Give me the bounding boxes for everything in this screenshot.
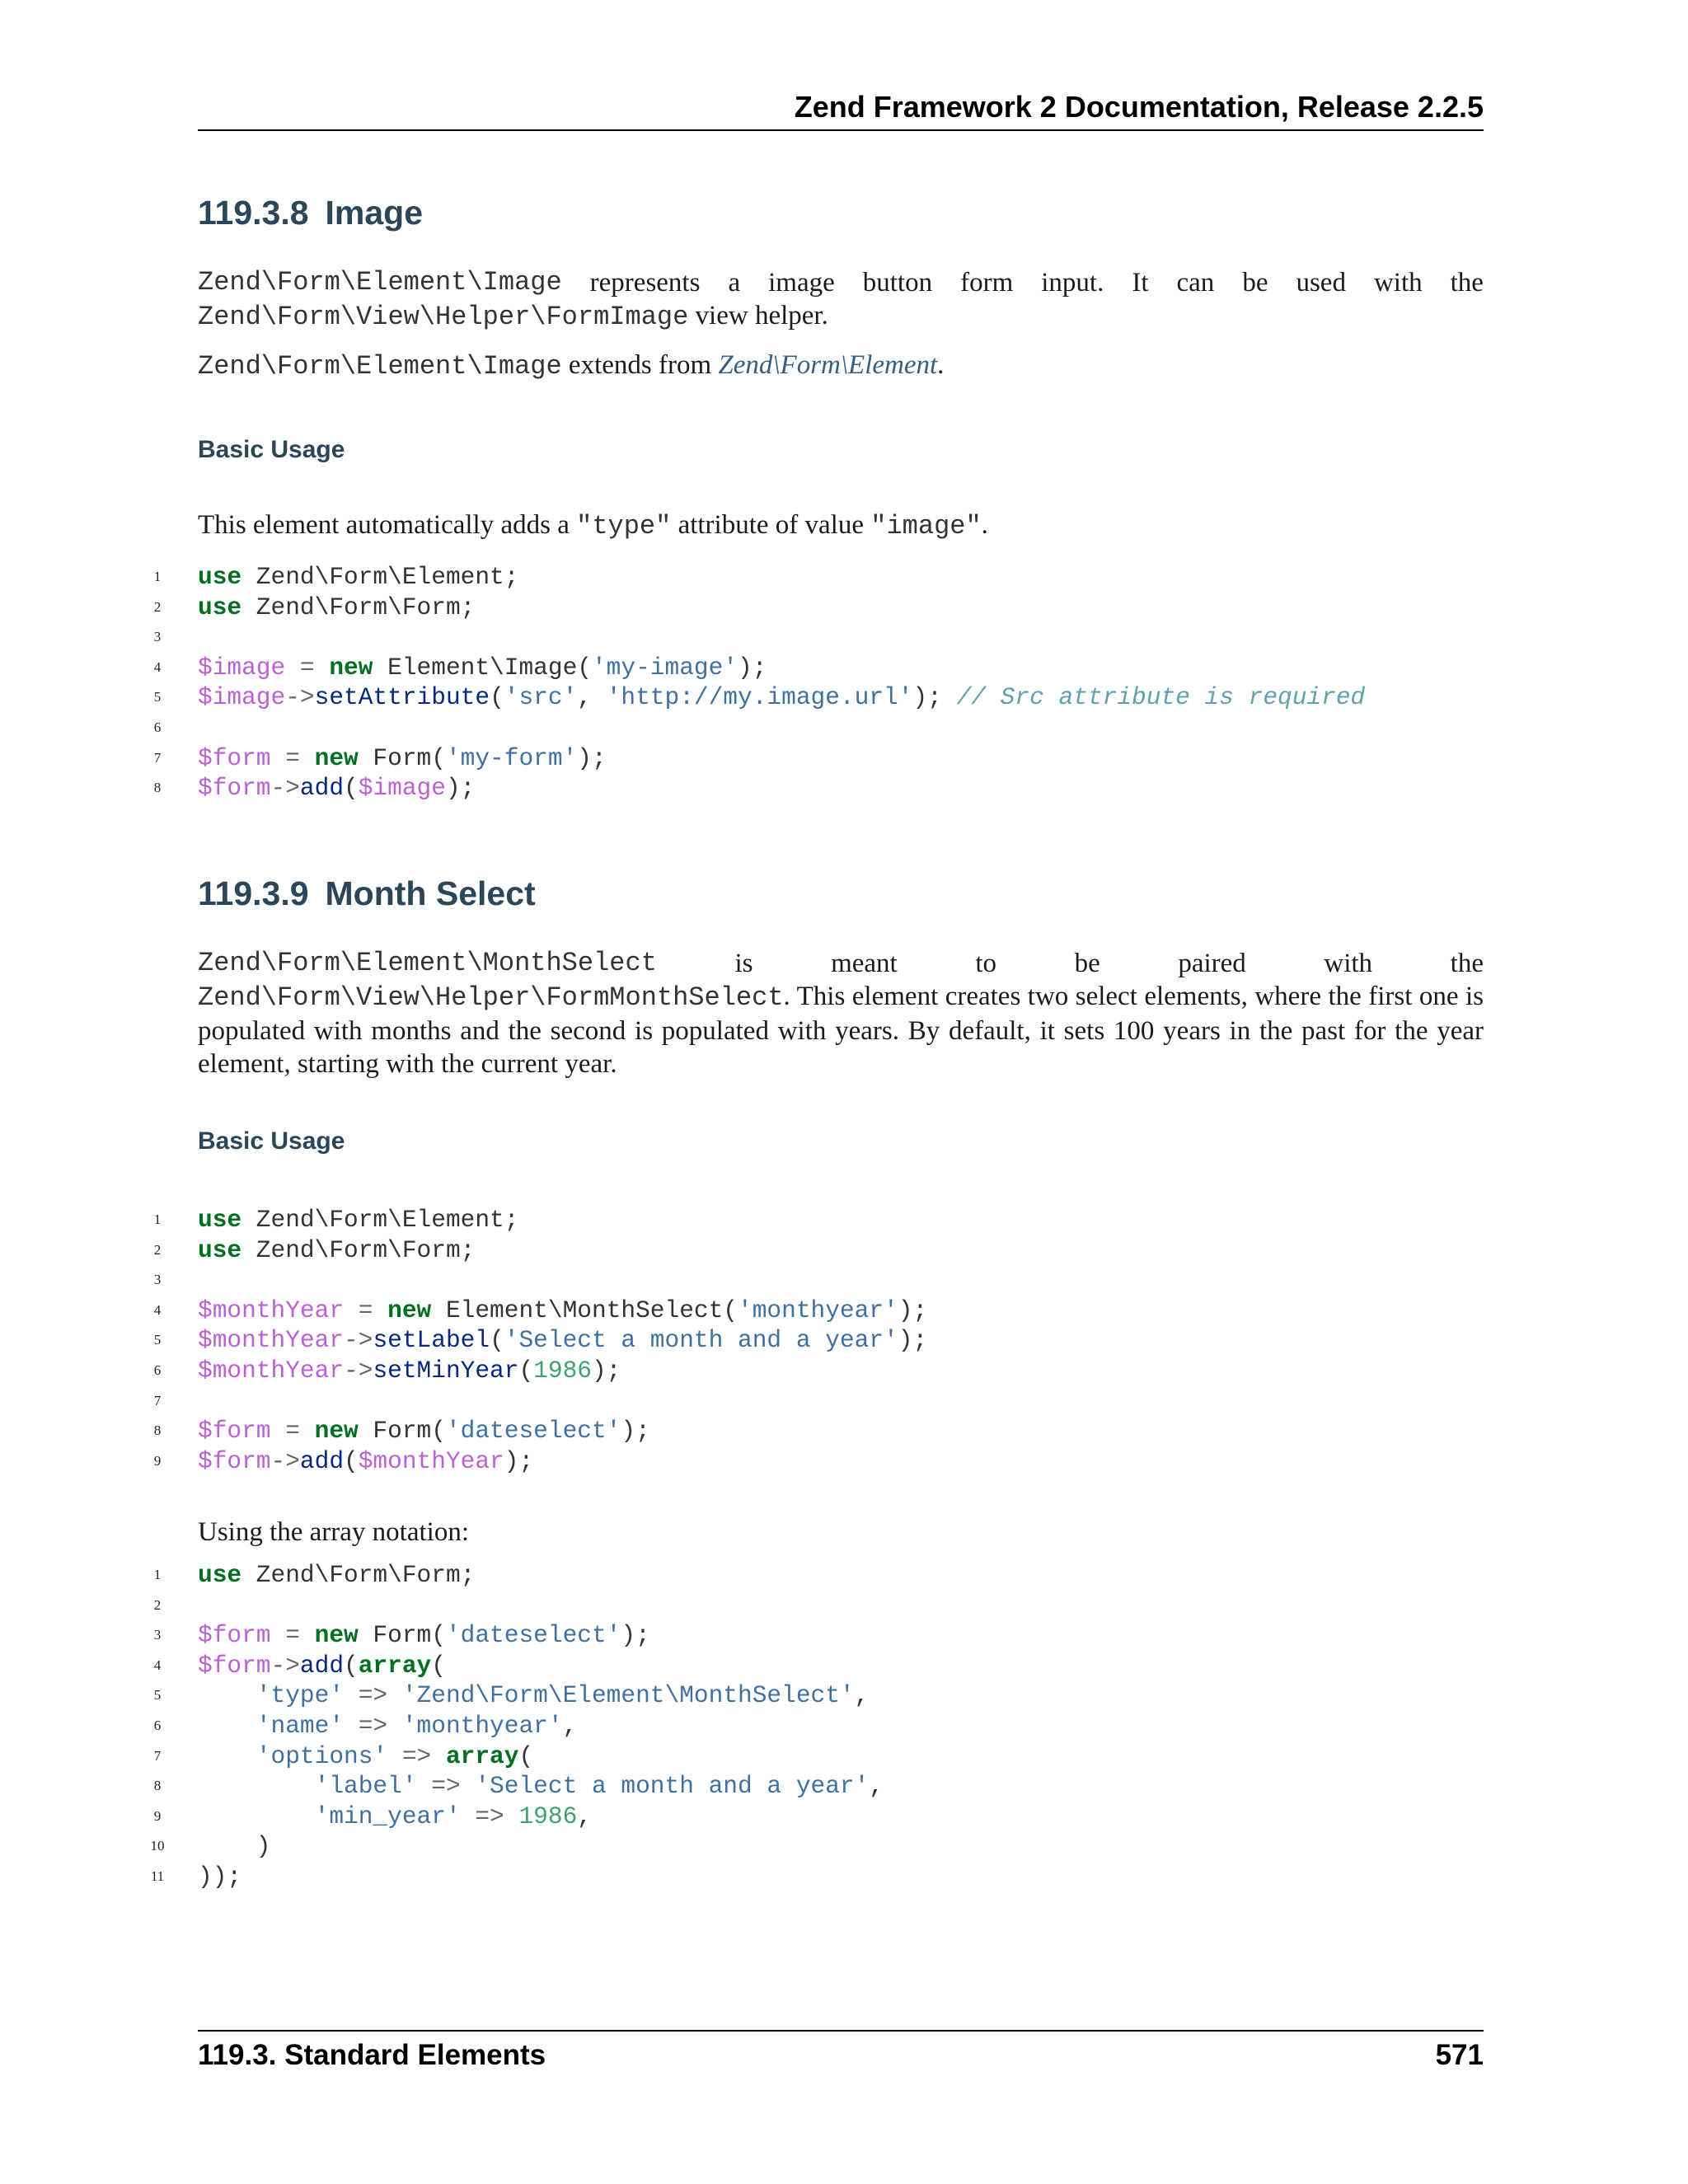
code-line xyxy=(145,1862,1546,1892)
comment: // Src attribute is required xyxy=(956,683,1366,712)
code-block-image xyxy=(145,562,1546,804)
text: This element automatically adds a xyxy=(198,510,577,540)
code-text: ( xyxy=(518,1356,534,1385)
image-intro-line-1 xyxy=(198,266,1484,299)
section-title-image xyxy=(198,192,423,233)
class-name: Zend\Form\Element\Image xyxy=(198,351,562,382)
code-line xyxy=(145,1356,1546,1386)
keyword: array xyxy=(358,1651,432,1680)
code-text: ); xyxy=(738,653,767,682)
code-line xyxy=(145,1741,1546,1772)
keyword: new xyxy=(314,1621,359,1650)
code-text: Element\Image( xyxy=(373,653,592,682)
string: 'my-image' xyxy=(591,653,738,682)
indent xyxy=(198,1742,256,1770)
class-name: Zend\Form\Element\Image xyxy=(198,267,562,298)
code-line xyxy=(145,653,1546,683)
line-number: 5 xyxy=(153,1332,162,1348)
line-number: 4 xyxy=(153,658,162,675)
variable: $monthYear xyxy=(198,1356,345,1385)
number: 1986 xyxy=(518,1802,578,1830)
array-notation-paragraph: Using the array notation: xyxy=(198,1517,470,1547)
line-number: 6 xyxy=(153,1717,162,1733)
code-text: ( xyxy=(431,1651,446,1680)
variable: $monthYear xyxy=(198,1326,345,1355)
string: 'Zend\Form\Element\MonthSelect' xyxy=(401,1681,855,1710)
code-line xyxy=(145,1831,1546,1862)
variable: $form xyxy=(198,1651,271,1680)
line-number: 2 xyxy=(153,598,162,615)
line-number: 6 xyxy=(153,719,162,735)
code-text: ); xyxy=(898,1326,928,1355)
text: . xyxy=(937,350,945,380)
string: 'Select a month and a year' xyxy=(504,1326,898,1355)
number: 1986 xyxy=(533,1356,592,1385)
line-number: 3 xyxy=(153,1272,162,1288)
line-number: 7 xyxy=(153,749,162,766)
code-line xyxy=(145,1265,1546,1296)
keyword: new xyxy=(314,1417,359,1446)
operator: => xyxy=(460,1802,519,1830)
code-text: Zend\Form\Element; xyxy=(241,1206,519,1234)
page-number: 571 xyxy=(1435,2039,1484,2071)
variable: $image xyxy=(198,683,286,712)
code-line xyxy=(145,1235,1546,1266)
code-text: ); xyxy=(898,1296,928,1324)
helper-name: Zend\Form\View\Helper\FormMonthSelect xyxy=(198,982,784,1013)
variable: $image xyxy=(198,653,286,682)
operator: = xyxy=(270,1621,315,1650)
keyword: use xyxy=(198,1206,242,1234)
helper-name: Zend\Form\View\Helper\FormImage xyxy=(198,302,689,332)
code-text: , xyxy=(577,1802,592,1830)
line-number: 4 xyxy=(153,1657,162,1673)
line-number: 8 xyxy=(153,1778,162,1794)
operator: => xyxy=(344,1711,402,1740)
code-text: Form( xyxy=(358,743,446,772)
keyword: use xyxy=(198,1561,242,1589)
word: the xyxy=(1450,268,1484,298)
operator: = xyxy=(270,1417,315,1446)
line-number: 11 xyxy=(150,1868,165,1884)
line-number: 10 xyxy=(150,1838,165,1854)
method: setMinYear xyxy=(373,1356,519,1385)
keyword: use xyxy=(198,563,242,591)
operator: -> xyxy=(285,683,315,712)
operator: -> xyxy=(344,1326,373,1355)
section-title-text: Image xyxy=(325,194,424,232)
subsection-title-basic-usage-2: Basic Usage xyxy=(198,1127,345,1155)
code-line xyxy=(145,1802,1546,1832)
code-line xyxy=(145,562,1546,593)
code-line xyxy=(145,1325,1546,1356)
variable: $form xyxy=(198,1621,271,1650)
line-number: 3 xyxy=(153,1627,162,1643)
string: 'monthyear' xyxy=(401,1711,563,1740)
code-line xyxy=(145,743,1546,774)
variable: $form xyxy=(198,1417,271,1446)
word: It xyxy=(1132,268,1149,298)
line-number: 2 xyxy=(153,1241,162,1258)
code-line xyxy=(145,713,1546,743)
line-number: 3 xyxy=(153,629,162,645)
code-line xyxy=(145,682,1546,713)
image-intro-line-2 xyxy=(198,299,1484,334)
code-line xyxy=(145,593,1546,623)
text: extends from xyxy=(561,350,719,380)
method: add xyxy=(299,1446,345,1475)
keyword: array xyxy=(445,1741,519,1770)
string: 'label' xyxy=(314,1772,417,1801)
code-line xyxy=(145,1711,1546,1741)
word: with xyxy=(1324,949,1373,978)
header-rule xyxy=(198,129,1484,131)
keyword: new xyxy=(329,653,373,682)
line-number: 5 xyxy=(153,689,162,705)
text: attribute of value xyxy=(671,510,871,540)
method: setLabel xyxy=(373,1326,490,1355)
word: paired xyxy=(1178,949,1246,978)
code-text: Form( xyxy=(358,1621,446,1650)
code-text: ); xyxy=(577,743,607,772)
line-number: 2 xyxy=(153,1596,162,1613)
code-text: ( xyxy=(344,1651,359,1680)
word: represents xyxy=(589,268,701,298)
page-footer xyxy=(198,2037,1484,2074)
attr-literal: "type" xyxy=(576,511,672,541)
operator: -> xyxy=(270,1651,300,1680)
word: button xyxy=(862,268,933,298)
word: meant xyxy=(831,949,898,978)
code-text: Zend\Form\Form; xyxy=(241,593,476,621)
variable: $monthYear xyxy=(198,1296,345,1324)
class-name: Zend\Form\Element\MonthSelect xyxy=(198,948,657,978)
variable: $monthYear xyxy=(358,1446,504,1475)
code-block-month-select xyxy=(145,1205,1546,1476)
month-intro-line-1 xyxy=(198,947,1484,980)
line-number: 5 xyxy=(153,1687,162,1704)
string: 'monthyear' xyxy=(738,1296,898,1324)
code-text: ( xyxy=(344,1446,359,1475)
footer-section: 119.3. Standard Elements xyxy=(198,2039,546,2071)
operator: = xyxy=(344,1296,388,1324)
text: . This element creates two select elements, where the first one is populated with months and the second is populated with years. By default, it sets 100 years in the past for the year element, starting with the current year. xyxy=(198,982,1484,1079)
text: . xyxy=(981,510,988,540)
code-text: ); xyxy=(621,1417,650,1446)
method: add xyxy=(299,774,345,803)
string: 'dateselect' xyxy=(445,1621,621,1650)
code-block-array-notation xyxy=(145,1560,1546,1892)
image-extends-paragraph xyxy=(198,349,1484,383)
indent xyxy=(198,1712,256,1740)
code-text: , xyxy=(577,683,607,712)
code-text: ( xyxy=(490,1326,504,1355)
code-text: Form( xyxy=(358,1417,446,1446)
word: be xyxy=(1074,949,1100,978)
operator: => xyxy=(344,1681,402,1710)
keyword: use xyxy=(198,593,242,621)
line-number: 6 xyxy=(153,1361,162,1378)
code-line xyxy=(145,1771,1546,1802)
code-line xyxy=(145,1591,1546,1621)
word: the xyxy=(1450,949,1484,978)
code-line xyxy=(145,1296,1546,1326)
code-text: )); xyxy=(198,1862,242,1891)
string: 'src' xyxy=(504,683,578,712)
line-number: 1 xyxy=(153,1567,162,1582)
text: view helper. xyxy=(688,301,828,330)
code-line xyxy=(145,1560,1546,1591)
word: a xyxy=(728,268,741,298)
line-number: 1 xyxy=(153,1212,162,1227)
string: 'options' xyxy=(256,1741,388,1770)
method: setAttribute xyxy=(314,683,490,712)
code-text: ( xyxy=(518,1741,534,1770)
code-line xyxy=(145,622,1546,653)
month-intro-body xyxy=(198,980,1484,1080)
method: add xyxy=(299,1651,345,1680)
section-title-text: Month Select xyxy=(325,874,536,912)
code-text: , xyxy=(869,1772,884,1801)
keyword: new xyxy=(387,1296,432,1324)
subsection-title-basic-usage: Basic Usage xyxy=(198,436,345,463)
code-line xyxy=(145,1205,1546,1235)
line-number: 9 xyxy=(153,1807,162,1824)
code-line xyxy=(145,1620,1546,1651)
operator: -> xyxy=(344,1356,373,1385)
operator: => xyxy=(416,1772,476,1801)
line-number: 9 xyxy=(153,1452,162,1469)
line-number: 1 xyxy=(153,569,162,584)
indent xyxy=(198,1772,315,1800)
operator: -> xyxy=(270,774,300,803)
word: with xyxy=(1373,268,1423,298)
code-text: , xyxy=(854,1681,870,1710)
word: input. xyxy=(1041,268,1104,298)
operator: = xyxy=(285,653,330,682)
word: to xyxy=(975,949,996,978)
code-text: Zend\Form\Form; xyxy=(241,1561,476,1589)
line-number: 7 xyxy=(153,1392,162,1408)
string: 'dateselect' xyxy=(445,1417,621,1446)
footer-rule xyxy=(198,2030,1484,2032)
running-header: Zend Framework 2 Documentation, Release 2.2.5 xyxy=(794,90,1484,124)
indent xyxy=(198,1681,256,1709)
line-number: 8 xyxy=(153,1422,162,1439)
word: is xyxy=(734,949,753,978)
month-intro-paragraph xyxy=(198,947,1484,1080)
string: 'Select a month and a year' xyxy=(475,1772,870,1801)
code-text: ) xyxy=(198,1832,271,1861)
string: 'name' xyxy=(256,1711,345,1740)
string: 'min_year' xyxy=(314,1802,461,1830)
keyword: use xyxy=(198,1235,242,1264)
type-note-paragraph xyxy=(198,509,1484,543)
line-number: 7 xyxy=(153,1747,162,1764)
section-number: 119.3.9 xyxy=(198,874,309,912)
code-text: ( xyxy=(490,683,504,712)
code-text: Zend\Form\Form; xyxy=(241,1235,476,1264)
value-literal: "image" xyxy=(870,511,982,541)
code-text: Zend\Form\Element; xyxy=(241,563,519,591)
keyword: new xyxy=(314,743,359,772)
variable: $form xyxy=(198,743,271,772)
code-line xyxy=(145,773,1546,804)
code-line xyxy=(145,1680,1546,1711)
string: 'my-form' xyxy=(445,743,578,772)
operator: -> xyxy=(270,1446,300,1475)
code-text: , xyxy=(562,1711,578,1740)
word: used xyxy=(1296,268,1346,298)
variable: $form xyxy=(198,1446,271,1475)
code-text: ); xyxy=(621,1621,650,1650)
variable: $form xyxy=(198,774,271,803)
code-line xyxy=(145,1446,1546,1477)
string: 'type' xyxy=(256,1681,345,1710)
variable: $image xyxy=(358,774,446,803)
code-text: ); xyxy=(591,1356,621,1385)
code-text: ); xyxy=(504,1446,534,1475)
image-intro-paragraph xyxy=(198,266,1484,334)
code-line xyxy=(145,1386,1546,1417)
word: image xyxy=(768,268,835,298)
line-number: 8 xyxy=(153,780,162,796)
word: can xyxy=(1176,268,1215,298)
indent xyxy=(198,1802,315,1830)
word: be xyxy=(1242,268,1268,298)
section-number: 119.3.8 xyxy=(198,194,309,232)
word: form xyxy=(960,268,1014,298)
element-link[interactable]: Zend\Form\Element xyxy=(718,350,938,380)
code-text: Element\MonthSelect( xyxy=(431,1296,738,1324)
section-title-month-select xyxy=(198,873,536,914)
string: 'http://my.image.url' xyxy=(606,683,913,712)
operator: => xyxy=(387,1741,446,1770)
code-text: ); xyxy=(912,683,957,712)
code-text: ); xyxy=(445,774,476,803)
code-text: ( xyxy=(344,774,359,803)
code-line xyxy=(145,1651,1546,1681)
code-line xyxy=(145,1416,1546,1446)
operator: = xyxy=(270,743,315,772)
line-number: 4 xyxy=(153,1301,162,1318)
